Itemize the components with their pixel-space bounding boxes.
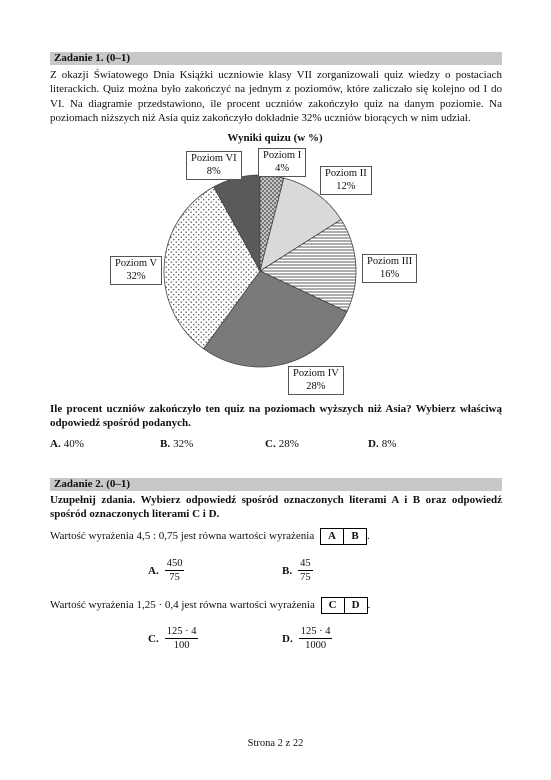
option-c[interactable]: C. $\frac{125 \cdot 4}{100}$ bbox=[148, 626, 197, 651]
task1-question: Ile procent uczniów zakończyło ten quiz na poziomach wyższych niż Asia? Wybierz właściwą odpowiedź spośród podanych. bbox=[50, 403, 502, 430]
task2-sentence-1: Wartość wyrażenia 4,5 : 0,75 jest równa wartości wyrażenia A B . bbox=[50, 528, 370, 545]
fraction-d: $\frac{125 \cdot 4}{1000}$ bbox=[300, 626, 331, 651]
pie-label-poziom-iv: Poziom IV 28% bbox=[288, 366, 344, 395]
sentence1-answer-boxes[interactable]: A B bbox=[321, 528, 367, 545]
pie-label-poziom-iii: Poziom III 16% bbox=[362, 254, 417, 283]
page-footer: Strona 2 z 22 bbox=[247, 738, 304, 749]
task1-intro: Z okazji Światowego Dnia Książki uczniowie klasy VII zorganizowali quiz wiedzy o postaciach literackich. Quiz można było zakończyć na jednym z poziomów, które zaliczało się kolejno od I do VI. Na diagramie przedstawiono, ile procent uczniów zakończyło quiz na danym poziomie. Na poziomach niższych niż Asia quiz zakończyło dokładnie 32% uczniów biorących w nim udział. bbox=[50, 69, 502, 124]
task2-sentence-2: Wartość wyrażenia 1,25 · 0,4 jest równa wartości wyrażenia C D . bbox=[50, 597, 370, 614]
pie-chart bbox=[100, 126, 450, 396]
fraction-a: $\frac{450}{75}$ bbox=[166, 558, 183, 583]
option-d[interactable]: D. $\frac{125 \cdot 4}{1000}$ bbox=[282, 626, 331, 651]
pie-label-poziom-vi: Poziom VI 8% bbox=[186, 151, 242, 180]
fraction-b: $\frac{45}{75}$ bbox=[300, 558, 311, 583]
answer-a[interactable]: A. 40% bbox=[50, 438, 84, 450]
fraction-c: $\frac{125 \cdot 4}{100}$ bbox=[166, 626, 197, 651]
chart-title: Wyniki quizu (w %) bbox=[227, 132, 323, 144]
task2-intro: Uzupełnij zdania. Wybierz odpowiedź spośród oznaczonych literami A i B oraz odpowiedź spośród oznaczonych literami C i D. bbox=[50, 494, 502, 521]
sentence2-answer-boxes[interactable]: C D bbox=[322, 597, 368, 614]
answer-b[interactable]: B. 32% bbox=[160, 438, 194, 450]
pie-label-poziom-i: Poziom I 4% bbox=[258, 148, 306, 177]
option-a[interactable]: A. $\frac{450}{75}$ bbox=[148, 558, 183, 583]
task2-header: Zadanie 2. (0–1) bbox=[50, 478, 502, 491]
option-b[interactable]: B. $\frac{45}{75}$ bbox=[282, 558, 311, 583]
pie-label-poziom-ii: Poziom II 12% bbox=[320, 166, 372, 195]
answer-d[interactable]: D. 8% bbox=[368, 438, 397, 450]
task1-header: Zadanie 1. (0–1) bbox=[50, 52, 502, 65]
pie-label-poziom-v: Poziom V 32% bbox=[110, 256, 162, 285]
answer-c[interactable]: C. 28% bbox=[265, 438, 299, 450]
